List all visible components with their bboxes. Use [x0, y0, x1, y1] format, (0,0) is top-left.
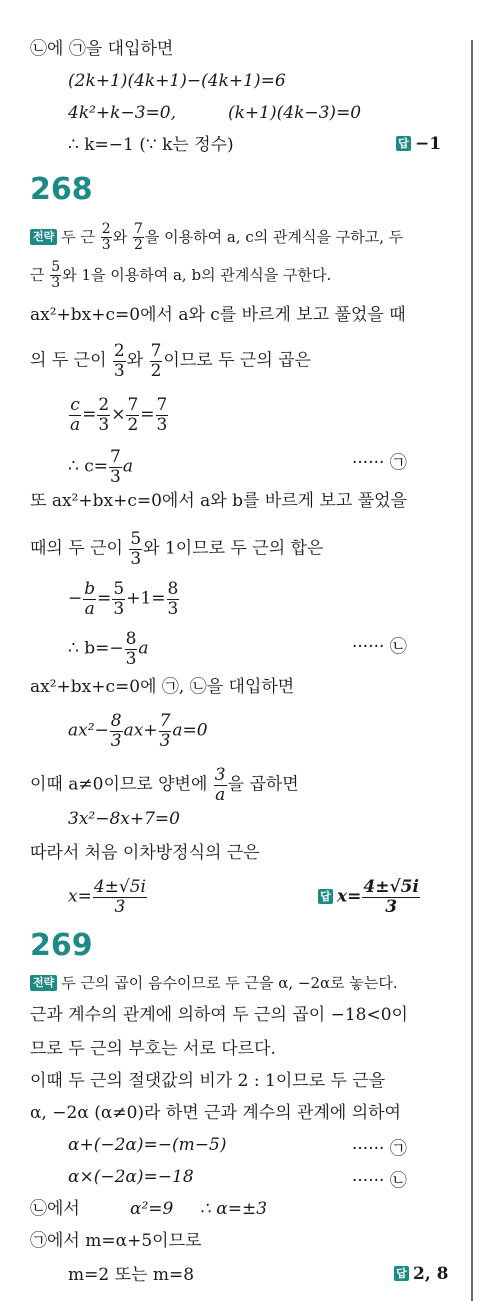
fraction-c-a: $\frac{c}{a}$: [70, 395, 81, 435]
p267-eq3: ∴ k=−1 (∵ k는 정수): [68, 135, 234, 155]
p269-line1: 근과 계수의 관계에 의하여 두 근의 곱이 −18<0이: [30, 1005, 408, 1025]
p268-strategy-line1: [30, 222, 403, 254]
equation-marker-a: ······ ㉠: [352, 453, 407, 473]
p267-answer: [396, 134, 441, 154]
p269-line7b: α²=9: [130, 1199, 174, 1219]
p269-line8: ㉠에서 m=α+5이므로: [30, 1231, 202, 1251]
p267-eq2b: (k+1)(4k−3)=0: [228, 103, 362, 123]
p268-strategy-line2: [30, 260, 331, 292]
p269-answer-value: 2, 8: [413, 1264, 449, 1284]
p268-strategy-text: 두 근: [61, 227, 96, 246]
p269-answer: [394, 1264, 449, 1284]
fraction-7-3: $\frac{7}{3}$: [110, 447, 121, 487]
equation-marker-b: ······ ㉡: [352, 1171, 407, 1191]
p269-line7a: ㉡에서: [30, 1199, 80, 1219]
p267-eq1: (2k+1)(4k+1)−(4k+1)=6: [68, 71, 286, 91]
fraction-7-3: $\frac{7}{3}$: [159, 711, 171, 751]
p268-line5: 또 ax²+bx+c=0에서 a와 b를 바르게 보고 풀었을: [30, 491, 408, 511]
p268-line11: 이때 a≠0이므로 양변에 $\frac{3}{a}$ 을 곱하면: [30, 765, 299, 805]
p267-eq2a: 4k²+k−3=0,: [68, 103, 177, 123]
p267-intro: ㉡에 ㉠을 대입하면: [30, 39, 174, 59]
fraction-answer-root: $\frac{4\pm√5i}{3}$: [363, 877, 419, 917]
equation-marker-b: ······ ㉡: [352, 637, 407, 657]
fraction-8-3: $\frac{8}{3}$: [125, 629, 137, 669]
fraction-7-2: $\frac{7}{2}$: [134, 221, 143, 254]
p268-line12: 3x²−8x+7=0: [68, 809, 180, 829]
p269-line2: 므로 두 근의 부호는 서로 다르다.: [30, 1039, 276, 1059]
p269-line7c: ∴ α=±3: [200, 1199, 268, 1219]
p268-b-result: ∴ b=− $\frac{8}{3}$ a: [68, 629, 149, 669]
p268-strategy-text: 와: [112, 227, 128, 246]
p269-line6: α×(−2α)=−18: [68, 1167, 194, 1187]
p269-strategy: [30, 972, 398, 994]
p268-line6: 때의 두 근이 $\frac{5}{3}$ 와 1이므로 두 근의 합은: [30, 529, 324, 569]
answer-badge: 답: [318, 889, 333, 904]
fraction-2-3: $\frac{2}{3}$: [101, 221, 111, 254]
p268-line1: ax²+bx+c=0에서 a와 c를 바르게 보고 풀었을 때: [30, 305, 406, 325]
p268-text: 와: [126, 350, 144, 371]
problem-number-268: 268: [30, 172, 93, 207]
answer-badge: 답: [394, 1266, 409, 1281]
p267-answer-value: −1: [415, 134, 442, 154]
p268-line9: ax²+bx+c=0에 ㉠, ㉡을 대입하면: [30, 677, 295, 697]
fraction-8-3: $\frac{8}{3}$: [167, 579, 179, 619]
p268-answer: 답 x= $\frac{4\pm√5i}{3}$: [318, 878, 421, 916]
fraction-7-2: $\frac{7}{2}$: [150, 341, 162, 381]
p269-line4: α, −2α (α≠0)라 하면 근과 계수의 관계에 의하여: [30, 1103, 401, 1123]
p268-product-equation: $\frac{c}{a}$ = $\frac{2}{3}$ × $\frac{7}{2}$ = $\frac{7}{3}$: [70, 395, 168, 435]
p268-text: 의 두 근이: [30, 350, 107, 371]
fraction-5-3: $\frac{5}{3}$: [113, 579, 125, 619]
p269-line9: m=2 또는 m=8: [68, 1265, 195, 1285]
answer-badge: 답: [396, 136, 411, 151]
p269-strategy-text: 두 근의 곱이 음수이므로 두 근을 α, −2α로 놓는다.: [61, 974, 398, 992]
p268-line2: [30, 342, 311, 380]
column-divider: [471, 40, 473, 1301]
p268-root: x= $\frac{4\pm√5i}{3}$: [68, 877, 146, 917]
p268-text: 이므로 두 근의 곱은: [163, 350, 311, 371]
p269-line5: α+(−2α)=−(m−5): [68, 1135, 227, 1155]
p268-strategy-text: 근: [30, 265, 45, 284]
fraction-3-a: $\frac{3}{a}$: [214, 765, 226, 805]
fraction-7-3: $\frac{7}{3}$: [156, 395, 168, 435]
p268-sum-equation: − $\frac{b}{a}$ = $\frac{5}{3}$ +1= $\frac{8}{3}$: [68, 579, 179, 619]
p269-line3: 이때 두 근의 절댓값의 비가 2 : 1이므로 두 근을: [30, 1071, 386, 1091]
fraction-8-3: $\frac{8}{3}$: [110, 711, 122, 751]
problem-number-269: 269: [30, 928, 93, 963]
fraction-2-3: $\frac{2}{3}$: [98, 395, 110, 435]
fraction-b-a: $\frac{b}{a}$: [84, 579, 96, 619]
strategy-badge: 전략: [30, 975, 57, 991]
fraction-root: $\frac{4\pm√5i}{3}$: [93, 877, 146, 917]
equation-marker-a: ······ ㉠: [352, 1139, 407, 1159]
fraction-5-3: $\frac{5}{3}$: [51, 259, 61, 292]
fraction-5-3: $\frac{5}{3}$: [130, 529, 142, 569]
fraction-7-2: $\frac{7}{2}$: [127, 395, 139, 435]
p268-strategy-text: 을 이용하여 a, c의 관계식을 구하고, 두: [144, 227, 404, 246]
p268-strategy-text: 와 1을 이용하여 a, b의 관계식을 구한다.: [62, 265, 332, 284]
p268-c-result: ∴ c= $\frac{7}{3}$ a: [68, 447, 133, 487]
strategy-badge: 전략: [30, 229, 57, 245]
fraction-2-3: $\frac{2}{3}$: [113, 341, 125, 381]
p268-line13: 따라서 처음 이차방정식의 근은: [30, 843, 260, 863]
p268-substituted-equation: ax²− $\frac{8}{3}$ ax+ $\frac{7}{3}$ a=0: [68, 711, 208, 751]
